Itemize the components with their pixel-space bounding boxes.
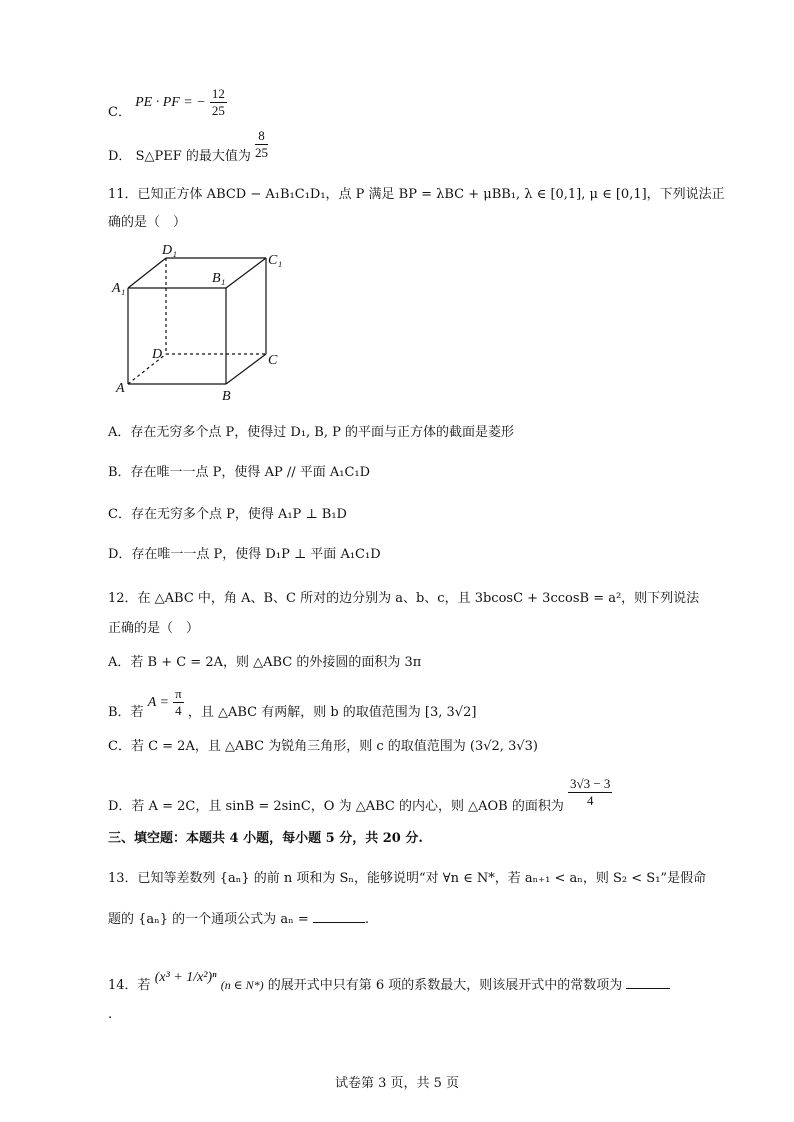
fraction: $\frac{8}{25}$	[255, 128, 269, 160]
q12-option-d: D．若 A = 2C，且 sinB = 2sinC，O 为 △ABC 的内心，则 △AOB 的面积为 $\frac{3√3 - 3}{4}$	[108, 776, 611, 814]
q12-option-b: B．若 A = $\frac{\pi}{4}$ ，且 △ABC 有两解，则 b 的取值范围为 [3, 3√2]	[108, 686, 477, 720]
fraction: $\frac{3√3 - 3}{4}$	[569, 776, 611, 808]
label-c: C	[268, 353, 278, 368]
q10-option-c	[108, 86, 227, 129]
q14-line1: 14．若 (x³ + 1/x²)ⁿ (n ∈ N*) 的展开式中只有第 6 项的系数最大，则该展开式中的常数项为	[108, 976, 670, 995]
q10-option-d: D． S△PEF 的最大值为 $\frac{8}{25}$	[108, 128, 269, 164]
fraction: $\frac{12}{25}$	[211, 86, 225, 118]
answer-blank[interactable]	[313, 910, 365, 923]
page-footer: 试卷第 3 页，共 5 页	[334, 1076, 460, 1091]
dot-product-lhs: PE · PF = −	[135, 95, 206, 110]
q13-line2: 题的 {aₙ} 的一个通项公式为 aₙ = .	[108, 912, 369, 927]
edge-a1d1	[128, 258, 166, 288]
binomial-term: (x³ + 1/x²)ⁿ	[154, 970, 217, 985]
q11-stem-line2: 确的是（ ）	[108, 215, 187, 230]
label-c1: C₁	[268, 253, 283, 268]
q11-option-d: D．存在唯一一点 P，使得 D₁P ⊥ 平面 A₁C₁D	[108, 547, 381, 562]
label-a: A	[116, 381, 125, 396]
section-3-heading: 三、填空题：本题共 4 小题，每小题 5 分，共 20 分.	[108, 831, 423, 846]
q12-stem-line1: 12．在 △ABC 中，角 A、B、C 所对的边分别为 a、b、c，且 3bcosC + 3ccosB = a²，则下列说法	[108, 591, 700, 606]
option-letter: C．	[108, 105, 131, 120]
fraction: $\frac{\pi}{4}$	[175, 686, 182, 718]
cube-figure	[110, 240, 290, 400]
q12-option-a: A．若 B + C = 2A，则 △ABC 的外接圆的面积为 3π	[108, 655, 422, 670]
label-a1: A₁	[112, 281, 126, 296]
label-b: B	[222, 389, 231, 400]
q14-end: .	[108, 1007, 113, 1022]
label-d: D	[152, 347, 163, 362]
edge-bc	[226, 354, 266, 384]
q11-stem-line1: 11．已知正方体 ABCD − A₁B₁C₁D₁，点 P 满足 BP = λBC + μBB₁, λ ∈ [0,1], μ ∈ [0,1]，下列说法正	[108, 187, 725, 202]
q11-option-a: A．存在无穷多个点 P，使得过 D₁, B, P 的平面与正方体的截面是菱形	[108, 425, 514, 440]
q11-option-b: B．存在唯一一点 P，使得 AP // 平面 A₁C₁D	[108, 465, 371, 480]
q12-option-c: C．若 C = 2A，且 △ABC 为锐角三角形，则 c 的取值范围为 (3√2, 3√3)	[108, 739, 538, 754]
answer-blank[interactable]	[626, 976, 670, 989]
q11-option-c: C．存在无穷多个点 P，使得 A₁P ⊥ B₁D	[108, 507, 347, 522]
q12-stem-line2: 正确的是（ ）	[108, 621, 200, 636]
label-d1: D₁	[162, 243, 177, 258]
q13-line1: 13．已知等差数列 {aₙ} 的前 n 项和为 Sₙ，能够说明“对 ∀n ∈ N*，若 aₙ₊₁ < aₙ，则 S₂ < S₁”是假命	[108, 871, 707, 886]
label-b1: B₁	[212, 271, 226, 286]
edge-b1c1	[226, 258, 266, 288]
